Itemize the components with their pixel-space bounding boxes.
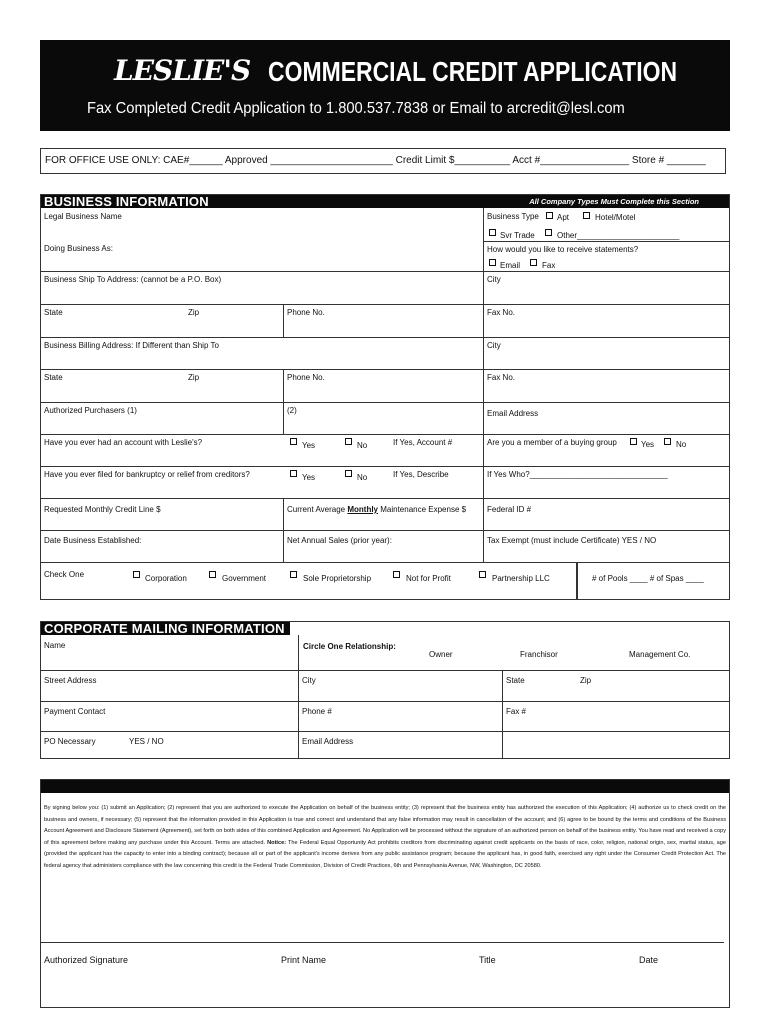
bankruptcy-yes-checkbox[interactable] xyxy=(290,470,297,477)
billing-phone-label: Phone No. xyxy=(287,373,325,382)
sole-proprietorship-label: Sole Proprietorship xyxy=(303,574,372,583)
billing-phone-field[interactable] xyxy=(284,370,484,403)
maintenance-expense-field[interactable] xyxy=(284,499,484,531)
bankruptcy-describe-label: If Yes, Describe xyxy=(393,470,449,479)
fax-label: Fax No. xyxy=(487,308,516,317)
buying-group-yes-label: Yes xyxy=(641,440,655,449)
zip-label: Zip xyxy=(188,308,200,317)
office-use-row[interactable]: FOR OFFICE USE ONLY: CAE#______ Approved ______________________ Credit Limit $__________ Acct #________________ Store # _______ xyxy=(40,148,726,174)
billing-city-label: City xyxy=(487,341,501,350)
corporate-state-zip-field[interactable] xyxy=(503,671,729,702)
date-label: Date xyxy=(639,955,659,965)
header-banner xyxy=(40,40,730,131)
buying-group-field xyxy=(484,435,729,467)
form-title: COMMERCIAL CREDIT APPLICATION xyxy=(268,56,678,87)
email-address-label: Email Address xyxy=(487,409,539,418)
billing-fax-label: Fax No. xyxy=(487,373,516,382)
email-address-field[interactable] xyxy=(484,403,729,435)
check-one-label: Check One xyxy=(44,570,85,579)
buying-group-no-checkbox[interactable] xyxy=(664,438,671,445)
corporate-section-title: CORPORATE MAILING INFORMATION xyxy=(44,621,285,636)
corporate-phone-field[interactable] xyxy=(299,702,503,732)
agreement-section-header xyxy=(41,780,729,793)
business-section-note: All Company Types Must Complete this Section xyxy=(529,197,699,206)
apt-checkbox[interactable] xyxy=(546,212,553,219)
payment-contact-label: Payment Contact xyxy=(44,707,106,716)
corporate-zip-label: Zip xyxy=(580,676,592,685)
requested-credit-line-field[interactable] xyxy=(41,499,284,531)
svr-trade-checkbox[interactable] xyxy=(489,229,496,236)
hotel-motel-label: Hotel/Motel xyxy=(595,213,636,222)
other-type-label: Other_______________________ xyxy=(557,231,680,240)
not-for-profit-checkbox[interactable] xyxy=(393,571,400,578)
apt-label: Apt xyxy=(557,213,570,222)
authorized-purchaser-1-field[interactable] xyxy=(41,403,284,435)
po-necessary-label: PO Necessary xyxy=(44,737,96,746)
date-established-label: Date Business Established: xyxy=(44,536,142,545)
relationship-field xyxy=(299,622,729,671)
hotel-motel-checkbox[interactable] xyxy=(583,212,590,219)
pools-spas-field[interactable] xyxy=(577,563,729,599)
buying-group-who-field[interactable] xyxy=(484,467,729,499)
not-for-profit-label: Not for Profit xyxy=(406,574,451,583)
title-label: Title xyxy=(479,955,496,965)
date-established-field[interactable] xyxy=(41,531,284,563)
other-type-checkbox[interactable] xyxy=(545,229,552,236)
phone-field[interactable] xyxy=(284,305,484,338)
prior-account-field xyxy=(41,435,484,467)
corporate-street-label: Street Address xyxy=(44,676,97,685)
pools-spas-label: # of Pools ____ # of Spas ____ xyxy=(592,574,704,583)
bankruptcy-question: Have you ever filed for bankruptcy or relief from creditors? xyxy=(44,470,250,479)
po-yes-no-options[interactable]: YES / NO xyxy=(129,737,164,746)
corporate-email-field[interactable] xyxy=(299,732,503,758)
corporation-label: Corporation xyxy=(145,574,187,583)
buying-group-who-label: If Yes Who?_______________________________ xyxy=(487,470,668,479)
business-type-label: Business Type xyxy=(487,212,539,221)
government-label: Government xyxy=(222,574,267,583)
requested-credit-line-label: Requested Monthly Credit Line $ xyxy=(44,505,161,514)
buying-group-question: Are you a member of a buying group xyxy=(487,438,617,447)
state-zip-field[interactable] xyxy=(41,305,284,338)
print-name-label: Print Name xyxy=(281,955,327,965)
buying-group-yes-checkbox[interactable] xyxy=(630,438,637,445)
bankruptcy-no-checkbox[interactable] xyxy=(345,470,352,477)
entity-type-field xyxy=(41,563,577,599)
corporate-empty-cell xyxy=(503,732,729,758)
payment-contact-field[interactable] xyxy=(41,702,299,732)
dba-field[interactable] xyxy=(41,241,484,272)
relationship-label: Circle One Relationship: xyxy=(303,642,396,651)
prior-account-yes-checkbox[interactable] xyxy=(290,438,297,445)
billing-address-field[interactable] xyxy=(41,338,484,370)
partnership-llc-checkbox[interactable] xyxy=(479,571,486,578)
buying-group-no-label: No xyxy=(676,440,687,449)
corporate-state-label: State xyxy=(506,676,525,685)
submission-instructions: Fax Completed Credit Application to 1.800.537.7838 or Email to arcredit@lesl.com xyxy=(87,100,625,117)
net-annual-sales-field[interactable] xyxy=(284,531,484,563)
ship-to-label: Business Ship To Address: (cannot be a P.O. Box) xyxy=(44,275,222,284)
authorized-signature-label: Authorized Signature xyxy=(44,955,129,965)
corporate-name-field[interactable] xyxy=(41,635,299,671)
relationship-franchisor-option[interactable]: Franchisor xyxy=(520,650,558,659)
corporate-fax-label: Fax # xyxy=(506,707,527,716)
prior-account-question: Have you ever had an account with Leslie's? xyxy=(44,438,203,447)
partnership-llc-label: Partnership LLC xyxy=(492,574,550,583)
maintenance-expense-label: Current Average Monthly Maintenance Expense $ xyxy=(287,505,467,514)
net-annual-sales-label: Net Annual Sales (prior year): xyxy=(287,536,392,545)
bankruptcy-yes-label: Yes xyxy=(302,473,316,482)
authorized-purchaser-2-label: (2) xyxy=(287,406,297,415)
corporate-section-header xyxy=(41,622,290,635)
legal-terms: By signing below you: (1) submit an Application; (2) represent that you are authorized to execute the Application on behalf of the business entity; (3) represent that the business entity has authorized the execution of this Application; (4) authorize us to check credit on the business and owners, if necessary; (5) represent that the information provided in this Application is true and correct and understand that any false information may result in cancellation of the account; and (6) agree to be bound by the terms and conditions of the Business Account Agreement and Disclosure Statement (Agreement), set forth on both sides of this combined Application and Agreement. No Application will be processed without the signature of an authorized person on behalf of the business entity. You have read and received a copy of this agreement before making any purchase under this Account. Terms are attached. xyxy=(44,805,726,846)
billing-state-label: State xyxy=(44,373,63,382)
federal-id-label: Federal ID # xyxy=(487,505,532,514)
legal-name-field[interactable] xyxy=(41,208,484,241)
po-necessary-field[interactable] xyxy=(41,732,299,758)
tax-exempt-label: Tax Exempt (must include Certificate) YES / NO xyxy=(487,536,657,545)
business-section-header xyxy=(41,195,729,208)
corporation-checkbox[interactable] xyxy=(133,571,140,578)
svr-trade-label: Svr Trade xyxy=(500,231,535,240)
legal-disclosure-text xyxy=(44,803,726,873)
corporate-street-field[interactable] xyxy=(41,671,299,702)
authorized-purchaser-2-field[interactable] xyxy=(284,403,484,435)
city-label: City xyxy=(487,275,501,284)
business-type-field xyxy=(484,208,729,241)
leslies-logo: LESLIE'S xyxy=(114,54,251,87)
signature-line[interactable] xyxy=(40,942,724,943)
city-field[interactable] xyxy=(484,272,729,305)
statement-email-checkbox[interactable] xyxy=(489,259,496,266)
prior-account-no-label: No xyxy=(357,441,368,450)
federal-id-field[interactable] xyxy=(484,499,729,531)
business-information-section xyxy=(40,194,730,600)
billing-city-field[interactable] xyxy=(484,338,729,370)
legal-name-label: Legal Business Name xyxy=(44,212,122,221)
ship-to-field[interactable] xyxy=(41,272,484,305)
corporate-name-label: Name xyxy=(44,641,66,650)
bankruptcy-no-label: No xyxy=(357,473,368,482)
statement-fax-label: Fax xyxy=(542,261,556,270)
prior-account-number-label: If Yes, Account # xyxy=(393,438,453,447)
dba-label: Doing Business As: xyxy=(44,244,113,253)
tax-exempt-field[interactable] xyxy=(484,531,729,563)
billing-state-zip-field[interactable] xyxy=(41,370,284,403)
statements-field xyxy=(484,241,729,272)
bankruptcy-field xyxy=(41,467,484,499)
billing-address-label: Business Billing Address: If Different than Ship To xyxy=(44,341,219,350)
sole-proprietorship-checkbox[interactable] xyxy=(290,571,297,578)
phone-label: Phone No. xyxy=(287,308,325,317)
billing-zip-label: Zip xyxy=(188,373,200,382)
corporate-fax-field[interactable] xyxy=(503,702,729,732)
billing-fax-field[interactable] xyxy=(484,370,729,403)
notice-label: Notice: xyxy=(267,839,287,846)
government-checkbox[interactable] xyxy=(209,571,216,578)
corporate-email-label: Email Address xyxy=(302,737,354,746)
state-label: State xyxy=(44,308,63,317)
relationship-owner-option[interactable]: Owner xyxy=(429,650,453,659)
authorized-purchaser-1-label: Authorized Purchasers (1) xyxy=(44,406,137,415)
corporate-city-field[interactable] xyxy=(299,671,503,702)
corporate-phone-label: Phone # xyxy=(302,707,332,716)
corporate-city-label: City xyxy=(302,676,316,685)
corporate-mailing-section xyxy=(40,621,730,759)
statement-email-label: Email xyxy=(500,261,521,270)
prior-account-no-checkbox[interactable] xyxy=(345,438,352,445)
statement-fax-checkbox[interactable] xyxy=(530,259,537,266)
business-section-title: BUSINESS INFORMATION xyxy=(44,194,209,209)
fax-field[interactable] xyxy=(484,305,729,338)
prior-account-yes-label: Yes xyxy=(302,441,316,450)
statements-question: How would you like to receive statements? xyxy=(487,245,639,254)
relationship-management-option[interactable]: Management Co. xyxy=(629,650,691,659)
notice-text: The Federal Equal Opportunity Act prohibits creditors from discriminating against credit applicants on the basis of race, color, religion, national origin, sex, marital status, age (provided the applicant has the capacity to enter into a binding contract); because all or part of the applicant's income derives from any public assistance program; because the applicant has, in good faith, exercised any right under the Consumer Credit Protection Act. The federal agency that administers compliance with the law concerning this credit is the Federal Trade Commission, Division of Credit Practices, 6th and Pennsylvania Avenue, NW, Washington, DC 20580. xyxy=(44,839,726,869)
